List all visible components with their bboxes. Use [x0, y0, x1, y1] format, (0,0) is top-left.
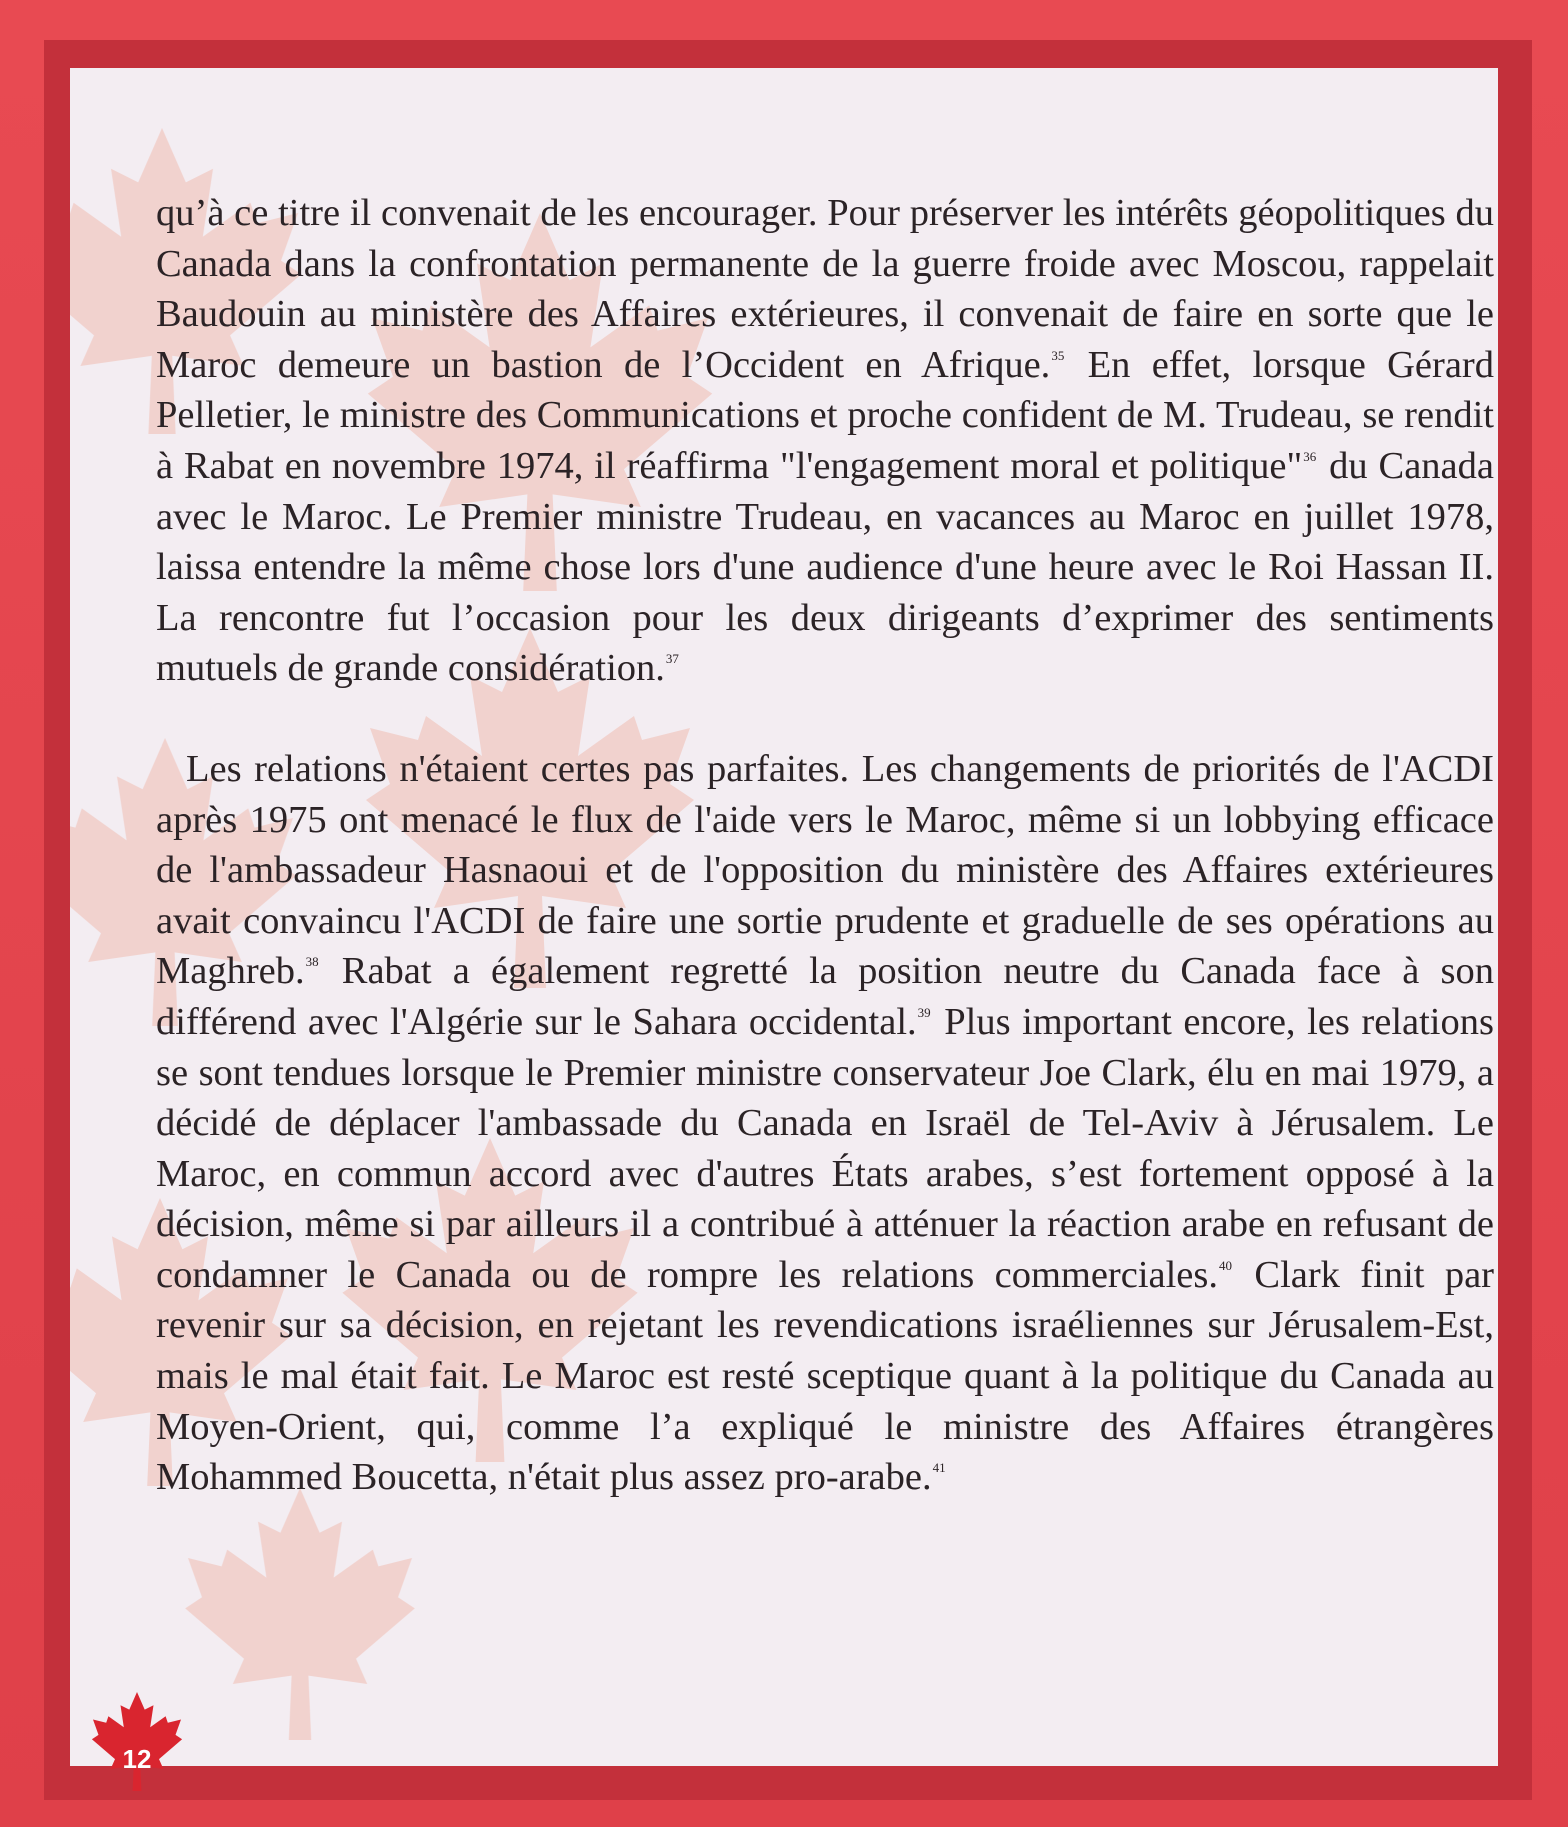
footnote-reference[interactable]: 40 [1219, 1257, 1233, 1273]
paragraph-text: du Canada avec le Maroc. Le Premier ministre Trudeau, en vacances au Maroc en juillet 1978, laissa entendre la même chose lors d'une audience d'une heure avec le Roi Hassan II. La rencontre fut l’occasion pour les deux dirigeants d’exprimer des sentiments mutuels de grande considération. [156, 444, 1494, 690]
paragraph [156, 188, 1494, 694]
paragraph-text: Les relations n'étaient certes pas parfaites. Les changements de priorités de l'ACDI après 1975 ont menacé le flux de l'aide vers le Maroc, même si un lobbying efficace de l'ambassadeur Hasnaoui et de l'opposition du ministère des Affaires extérieures avait convaincu l'ACDI de faire une sortie prudente et graduelle de ses opérations au Maghreb. [156, 747, 1494, 993]
footnote-reference[interactable]: 38 [305, 954, 319, 970]
footnote-reference[interactable]: 37 [665, 651, 679, 667]
footnote-reference[interactable]: 35 [1051, 347, 1065, 363]
body-text [156, 188, 1494, 1503]
page-number-badge [82, 1692, 192, 1802]
footnote-reference[interactable]: 39 [917, 1004, 931, 1020]
paragraph-text: En effet, lorsque Gérard Pelletier, le ministre des Communications et proche confident de M. Trudeau, se rendit à Rabat en novembre 1974, il réaffirma "l'engagement moral et politique" [156, 343, 1494, 487]
text-panel [70, 68, 1498, 1766]
footnote-reference[interactable]: 36 [1303, 448, 1317, 464]
paragraph-text: Plus important encore, les relations se sont tendues lorsque le Premier ministre conservateur Joe Clark, élu en mai 1979, a décidé de déplacer l'ambassade du Canada en Israël de Tel-Aviv à Jérusalem. Le Maroc, en commun accord avec d'autres États arabes, s’est fortement opposé à la décision, même si par ailleurs il a contribué à atténuer la réaction arabe en refusant de condamner le Canada ou de rompre les relations commerciales. [156, 1000, 1494, 1296]
paragraph [156, 744, 1494, 1503]
paragraph-text: Clark finit par revenir sur sa décision, en rejetant les revendications israéliennes sur Jérusalem-Est, mais le mal était fait. Le Maroc est resté sceptique quant à la politique du Canada au Moyen-Orient, qui, comme l’a expliqué le ministre des Affaires étrangères Mohammed Boucetta, n'était plus assez pro-arabe. [156, 1253, 1494, 1499]
paragraph-text: Rabat a également regretté la position neutre du Canada face à son différend avec l'Algérie sur le Sahara occidental. [156, 950, 1494, 1043]
page-number: 12 [122, 1744, 152, 1774]
paragraph-text: qu’à ce titre il convenait de les encourager. Pour préserver les intérêts géopolitiques du Canada dans la confrontation permanente de la guerre froide avec Moscou, rappelait Baudouin au ministère des Affaires extérieures, il convenait de faire en sorte que le Maroc demeure un bastion de l’Occident en Afrique. [156, 192, 1494, 386]
footnote-reference[interactable]: 41 [932, 1460, 946, 1476]
